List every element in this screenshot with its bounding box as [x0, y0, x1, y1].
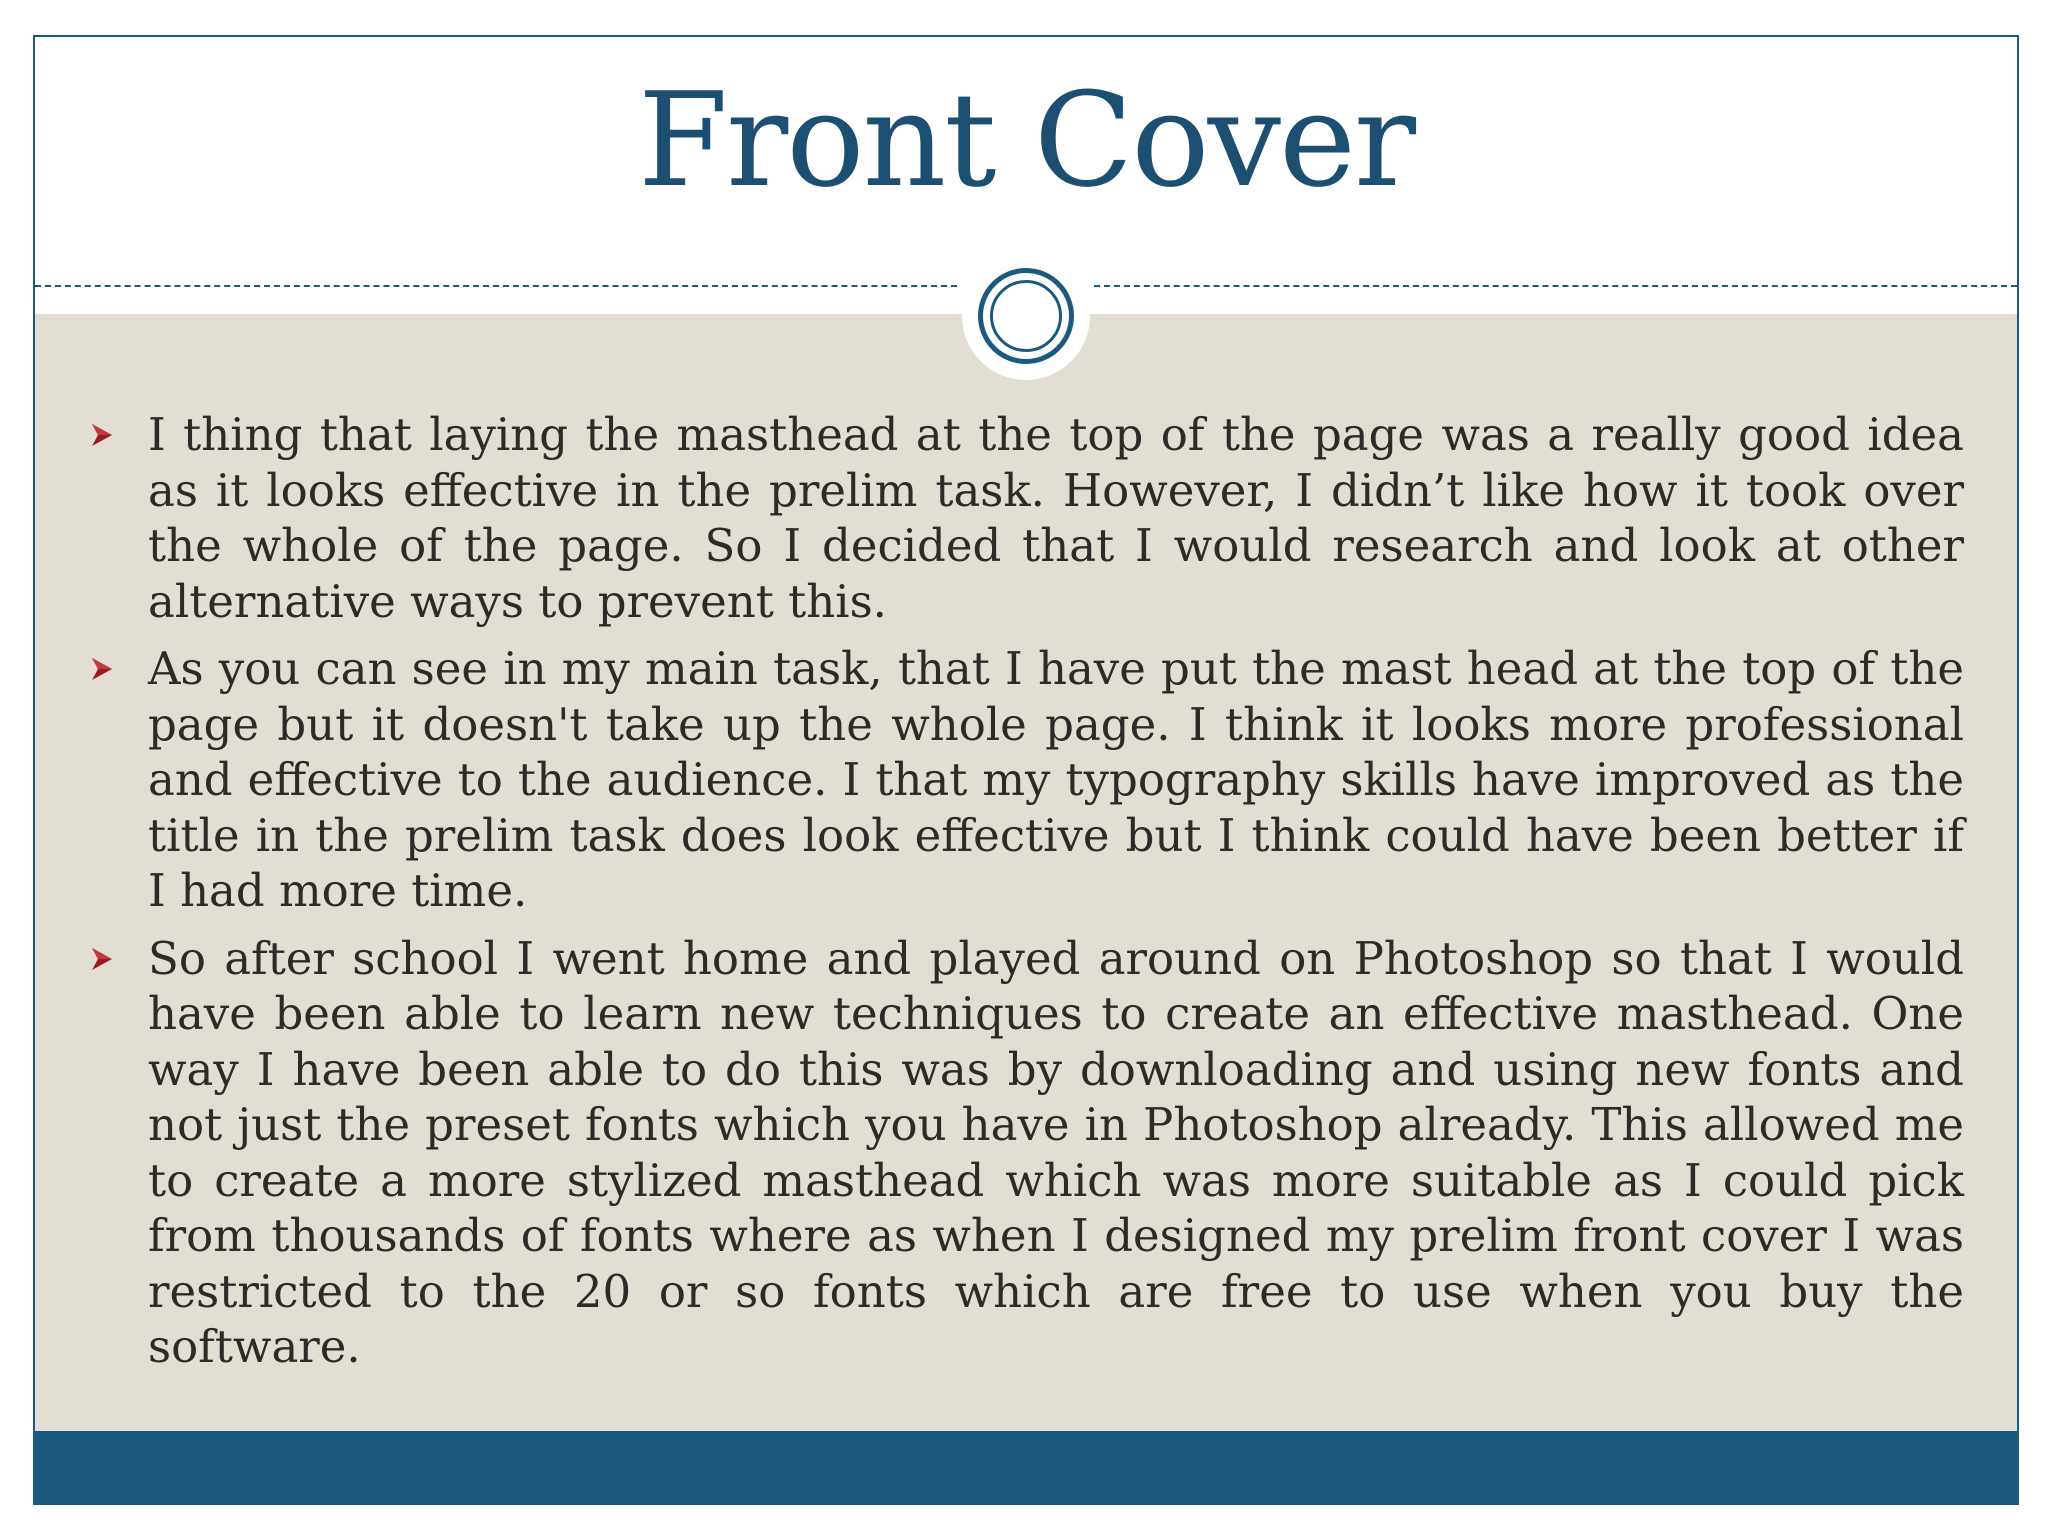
ring-inner-ornament: [990, 280, 1062, 352]
bullet-text: I thing that laying the masthead at the top of the page was a really good idea as it looks effective in the prelim task. However, I didn’t like how it took over the whole of the page. So I decided that I would research and look at other alternative ways to prevent this.: [148, 408, 1964, 628]
arrowhead-bullet-icon: [89, 421, 115, 449]
divider-right: [1094, 285, 2017, 287]
arrowhead-bullet-icon: [89, 655, 115, 683]
slide: [33, 35, 2019, 1505]
arrowhead-bullet-icon: [89, 945, 115, 973]
footer-band: [35, 1431, 2017, 1503]
title-area: [35, 37, 2017, 287]
bullet-text: As you can see in my main task, that I have put the mast head at the top of the page but it doesn't take up the whole page. I think it looks more professional and effective to the audience. I that my typography skills have improved as the title in the prelim task does look effective but I think could have been better if I had more time.: [148, 642, 1964, 917]
bullet-list: [35, 407, 2017, 1387]
bullet-item: [35, 931, 2017, 1375]
slide-title: Front Cover: [637, 64, 1415, 216]
bullet-text: So after school I went home and played around on Photoshop so that I would have been able to learn new techniques to create an effective masthead. One way I have been able to do this was by downloading and using new fonts and not just the preset fonts which you have in Photoshop already. This allowed me to create a more stylized masthead which was more suitable as I could pick from thousands of fonts where as when I designed my prelim front cover I was restricted to the 20 or so fonts which are free to use when you buy the software.: [148, 931, 1964, 1373]
bullet-item: [35, 641, 2017, 919]
divider-left: [35, 285, 957, 287]
bullet-item: [35, 407, 2017, 629]
